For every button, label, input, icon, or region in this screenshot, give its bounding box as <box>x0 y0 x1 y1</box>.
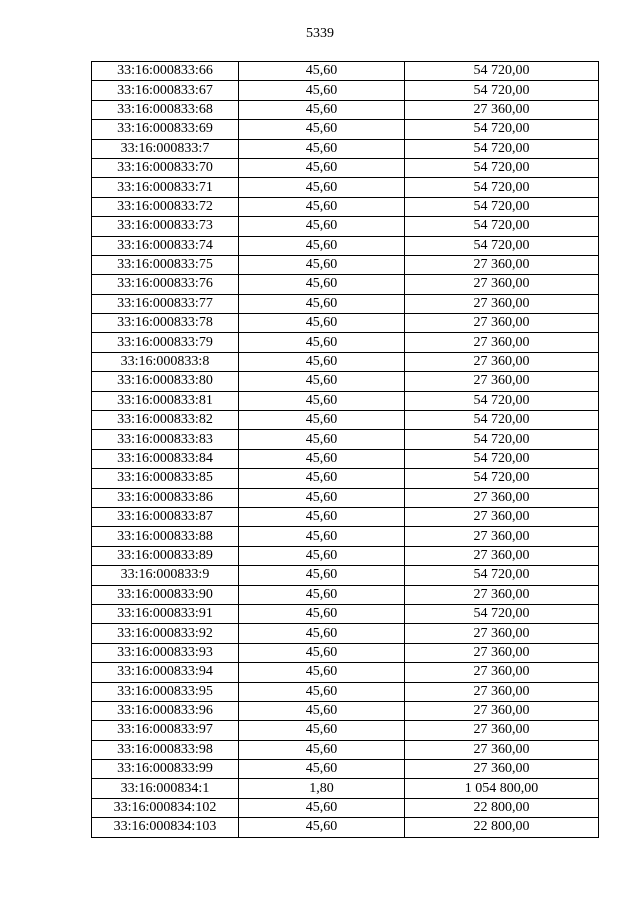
cadastral-number-cell: 33:16:000833:92 <box>92 624 239 643</box>
cadastral-number-cell: 33:16:000834:103 <box>92 818 239 837</box>
table-row <box>92 527 599 546</box>
table-row <box>92 546 599 565</box>
value-cell: 27 360,00 <box>405 701 599 720</box>
table-row <box>92 236 599 255</box>
cadastral-number-cell: 33:16:000833:8 <box>92 352 239 371</box>
table-row <box>92 663 599 682</box>
value-cell: 27 360,00 <box>405 333 599 352</box>
value-cell: 54 720,00 <box>405 469 599 488</box>
rate-cell: 45,60 <box>239 604 405 623</box>
value-cell: 54 720,00 <box>405 236 599 255</box>
table-row <box>92 255 599 274</box>
value-cell: 54 720,00 <box>405 411 599 430</box>
table-row <box>92 507 599 526</box>
value-cell: 54 720,00 <box>405 178 599 197</box>
value-cell: 27 360,00 <box>405 624 599 643</box>
rate-cell: 45,60 <box>239 663 405 682</box>
table-row <box>92 275 599 294</box>
table-row <box>92 585 599 604</box>
value-cell: 27 360,00 <box>405 682 599 701</box>
rate-cell: 45,60 <box>239 527 405 546</box>
table-row <box>92 197 599 216</box>
cadastral-number-cell: 33:16:000833:7 <box>92 139 239 158</box>
table-body <box>92 62 599 838</box>
rate-cell: 45,60 <box>239 449 405 468</box>
value-cell: 54 720,00 <box>405 139 599 158</box>
rate-cell: 45,60 <box>239 158 405 177</box>
cadastral-number-cell: 33:16:000833:82 <box>92 411 239 430</box>
rate-cell: 45,60 <box>239 721 405 740</box>
cadastral-number-cell: 33:16:000833:68 <box>92 100 239 119</box>
cadastral-number-cell: 33:16:000833:87 <box>92 507 239 526</box>
rate-cell: 45,60 <box>239 178 405 197</box>
cadastral-number-cell: 33:16:000833:81 <box>92 391 239 410</box>
table-row <box>92 81 599 100</box>
table-row <box>92 682 599 701</box>
page-number: 5339 <box>306 26 334 41</box>
cadastral-number-cell: 33:16:000833:96 <box>92 701 239 720</box>
rate-cell: 45,60 <box>239 546 405 565</box>
cadastral-number-cell: 33:16:000833:76 <box>92 275 239 294</box>
value-cell: 27 360,00 <box>405 488 599 507</box>
value-cell: 54 720,00 <box>405 604 599 623</box>
rate-cell: 45,60 <box>239 294 405 313</box>
cadastral-number-cell: 33:16:000833:99 <box>92 760 239 779</box>
cadastral-number-cell: 33:16:000833:72 <box>92 197 239 216</box>
table-row <box>92 798 599 817</box>
rate-cell: 45,60 <box>239 372 405 391</box>
rate-cell: 45,60 <box>239 411 405 430</box>
table-row <box>92 740 599 759</box>
rate-cell: 45,60 <box>239 566 405 585</box>
cadastral-number-cell: 33:16:000833:86 <box>92 488 239 507</box>
cadastral-number-cell: 33:16:000833:91 <box>92 604 239 623</box>
rate-cell: 45,60 <box>239 624 405 643</box>
rate-cell: 45,60 <box>239 430 405 449</box>
cadastral-number-cell: 33:16:000833:80 <box>92 372 239 391</box>
value-cell: 27 360,00 <box>405 255 599 274</box>
cadastral-number-cell: 33:16:000833:89 <box>92 546 239 565</box>
rate-cell: 1,80 <box>239 779 405 798</box>
rate-cell: 45,60 <box>239 488 405 507</box>
rate-cell: 45,60 <box>239 391 405 410</box>
cadastral-number-cell: 33:16:000833:67 <box>92 81 239 100</box>
cadastral-number-cell: 33:16:000833:84 <box>92 449 239 468</box>
rate-cell: 45,60 <box>239 275 405 294</box>
rate-cell: 45,60 <box>239 469 405 488</box>
cadastral-number-cell: 33:16:000833:71 <box>92 178 239 197</box>
value-cell: 27 360,00 <box>405 275 599 294</box>
rate-cell: 45,60 <box>239 701 405 720</box>
value-cell: 54 720,00 <box>405 430 599 449</box>
rate-cell: 45,60 <box>239 798 405 817</box>
table-row <box>92 352 599 371</box>
table-row <box>92 566 599 585</box>
cadastral-number-cell: 33:16:000833:83 <box>92 430 239 449</box>
value-cell: 54 720,00 <box>405 197 599 216</box>
cadastral-number-cell: 33:16:000833:69 <box>92 120 239 139</box>
value-cell: 54 720,00 <box>405 391 599 410</box>
cadastral-number-cell: 33:16:000833:94 <box>92 663 239 682</box>
rate-cell: 45,60 <box>239 255 405 274</box>
cadastral-number-cell: 33:16:000833:93 <box>92 643 239 662</box>
table-row <box>92 818 599 837</box>
table-row <box>92 100 599 119</box>
value-cell: 54 720,00 <box>405 120 599 139</box>
table-row <box>92 411 599 430</box>
table-row <box>92 158 599 177</box>
rate-cell: 45,60 <box>239 62 405 81</box>
cadastral-number-cell: 33:16:000833:9 <box>92 566 239 585</box>
cadastral-number-cell: 33:16:000834:1 <box>92 779 239 798</box>
table-row <box>92 430 599 449</box>
rate-cell: 45,60 <box>239 197 405 216</box>
cadastral-number-cell: 33:16:000833:85 <box>92 469 239 488</box>
rate-cell: 45,60 <box>239 740 405 759</box>
value-cell: 22 800,00 <box>405 798 599 817</box>
cadastral-number-cell: 33:16:000833:78 <box>92 314 239 333</box>
value-cell: 27 360,00 <box>405 585 599 604</box>
table-row <box>92 372 599 391</box>
table-row <box>92 721 599 740</box>
value-cell: 27 360,00 <box>405 643 599 662</box>
cadastral-number-cell: 33:16:000834:102 <box>92 798 239 817</box>
table-row <box>92 391 599 410</box>
value-cell: 27 360,00 <box>405 663 599 682</box>
cadastral-number-cell: 33:16:000833:90 <box>92 585 239 604</box>
table-row <box>92 469 599 488</box>
cadastral-number-cell: 33:16:000833:79 <box>92 333 239 352</box>
value-cell: 27 360,00 <box>405 314 599 333</box>
rate-cell: 45,60 <box>239 585 405 604</box>
cadastral-number-cell: 33:16:000833:77 <box>92 294 239 313</box>
rate-cell: 45,60 <box>239 760 405 779</box>
cadastral-number-cell: 33:16:000833:73 <box>92 217 239 236</box>
cadastral-number-cell: 33:16:000833:70 <box>92 158 239 177</box>
table-row <box>92 779 599 798</box>
value-cell: 27 360,00 <box>405 507 599 526</box>
rate-cell: 45,60 <box>239 352 405 371</box>
table-row <box>92 488 599 507</box>
table-row <box>92 760 599 779</box>
value-cell: 54 720,00 <box>405 158 599 177</box>
value-cell: 1 054 800,00 <box>405 779 599 798</box>
rate-cell: 45,60 <box>239 314 405 333</box>
table-row <box>92 604 599 623</box>
cadastral-value-table <box>91 61 599 838</box>
value-cell: 27 360,00 <box>405 740 599 759</box>
value-cell: 27 360,00 <box>405 546 599 565</box>
value-cell: 27 360,00 <box>405 721 599 740</box>
rate-cell: 45,60 <box>239 643 405 662</box>
rate-cell: 45,60 <box>239 217 405 236</box>
value-cell: 22 800,00 <box>405 818 599 837</box>
rate-cell: 45,60 <box>239 236 405 255</box>
rate-cell: 45,60 <box>239 507 405 526</box>
table-row <box>92 120 599 139</box>
value-cell: 54 720,00 <box>405 217 599 236</box>
value-cell: 27 360,00 <box>405 100 599 119</box>
cadastral-number-cell: 33:16:000833:74 <box>92 236 239 255</box>
rate-cell: 45,60 <box>239 81 405 100</box>
cadastral-number-cell: 33:16:000833:97 <box>92 721 239 740</box>
rate-cell: 45,60 <box>239 100 405 119</box>
value-cell: 27 360,00 <box>405 352 599 371</box>
value-cell: 54 720,00 <box>405 62 599 81</box>
table-row <box>92 701 599 720</box>
table-row <box>92 139 599 158</box>
value-cell: 54 720,00 <box>405 566 599 585</box>
table-row <box>92 178 599 197</box>
rate-cell: 45,60 <box>239 120 405 139</box>
cadastral-number-cell: 33:16:000833:66 <box>92 62 239 81</box>
table-row <box>92 643 599 662</box>
table-row <box>92 314 599 333</box>
value-cell: 27 360,00 <box>405 372 599 391</box>
table-row <box>92 294 599 313</box>
table-row <box>92 449 599 468</box>
rate-cell: 45,60 <box>239 682 405 701</box>
table-row <box>92 333 599 352</box>
table-row <box>92 624 599 643</box>
table-row <box>92 217 599 236</box>
rate-cell: 45,60 <box>239 818 405 837</box>
value-cell: 27 360,00 <box>405 527 599 546</box>
rate-cell: 45,60 <box>239 139 405 158</box>
table-row <box>92 62 599 81</box>
cadastral-number-cell: 33:16:000833:98 <box>92 740 239 759</box>
cadastral-number-cell: 33:16:000833:95 <box>92 682 239 701</box>
cadastral-number-cell: 33:16:000833:75 <box>92 255 239 274</box>
cadastral-number-cell: 33:16:000833:88 <box>92 527 239 546</box>
rate-cell: 45,60 <box>239 333 405 352</box>
value-cell: 27 360,00 <box>405 760 599 779</box>
value-cell: 54 720,00 <box>405 449 599 468</box>
value-cell: 54 720,00 <box>405 81 599 100</box>
value-cell: 27 360,00 <box>405 294 599 313</box>
